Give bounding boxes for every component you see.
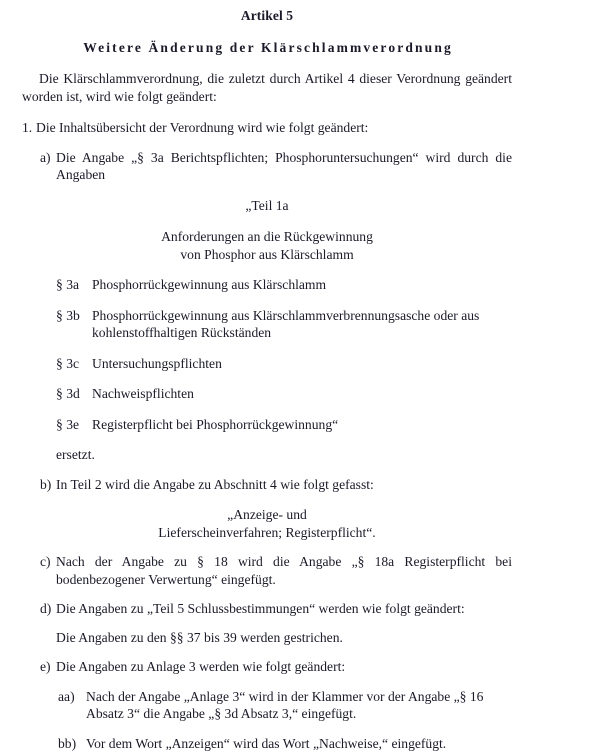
list-marker: bb) — [58, 735, 76, 752]
list-item-d — [40, 600, 512, 618]
paragraph-title: Phosphorrückgewinnung aus Klärschlammverbrennungsasche oder aus kohlenstoffhaltigen Rückständen — [92, 307, 512, 342]
paragraph-number: § 3c — [56, 355, 79, 373]
paragraph-title: Untersuchungspflichten — [92, 355, 512, 373]
list-item — [56, 355, 512, 373]
quoted-subheading-line-1: Anforderungen an die Rückgewinnung — [22, 228, 512, 246]
list-marker: d) — [40, 600, 51, 618]
paragraph-title: Phosphorrückgewinnung aus Klärschlamm — [92, 276, 512, 294]
list-item — [56, 416, 512, 434]
list-item — [56, 385, 512, 403]
list-marker: c) — [40, 553, 51, 571]
list-marker: e) — [40, 658, 51, 676]
list-item-text: Die Inhaltsübersicht der Verordnung wird wie folgt geändert: — [36, 120, 368, 135]
list-marker: aa) — [58, 688, 75, 706]
list-item-aa — [58, 688, 512, 723]
article-subtitle: Weitere Änderung der Klärschlammverordnung — [22, 40, 512, 56]
content-column — [22, 0, 512, 752]
lead-paragraph: Die Klärschlammverordnung, die zuletzt durch Artikel 4 dieser Verordnung geändert worden ist, wird wie folgt geändert: — [22, 70, 512, 105]
list-item-c — [40, 553, 512, 588]
list-item-text: Nach der Angabe „Anlage 3“ wird in der Klammer vor der Angabe „§ 16 Absatz 3“ die Angabe „§ 3d Absatz 3,“ eingefügt. — [86, 689, 483, 722]
paragraph-number: § 3b — [56, 307, 80, 325]
list-item-text: Die Angaben zu Anlage 3 werden wie folgt geändert: — [56, 658, 512, 676]
list-item-text: Die Angaben zu „Teil 5 Schlussbestimmungen“ werden wie folgt geändert: — [56, 600, 512, 618]
paragraph-title: Registerpflicht bei Phosphorrückgewinnung“ — [92, 416, 512, 434]
quoted-subheading — [22, 228, 512, 263]
list-item — [56, 276, 512, 294]
list-item-text: Die Angabe „§ 3a Berichtspflichten; Phosphoruntersuchungen“ wird durch die Angaben — [56, 149, 512, 184]
paragraph-number: § 3d — [56, 385, 80, 403]
list-item-1 — [22, 119, 512, 137]
list-item-d-subparagraph: Die Angaben zu den §§ 37 bis 39 werden gestrichen. — [56, 629, 512, 647]
list-item-text: Nach der Angabe zu § 18 wird die Angabe „§ 18a Registerpflicht bei bodenbezogener Verwertung“ eingefügt. — [56, 553, 512, 588]
quoted-line-2: Lieferscheinverfahren; Registerpflicht“. — [22, 524, 512, 542]
list-item-text: Vor dem Wort „Anzeigen“ wird das Wort „Nachweise,“ eingefügt. — [86, 736, 446, 751]
paragraph-number: § 3e — [56, 416, 79, 434]
page-title: Artikel 5 — [22, 8, 512, 24]
list-item-e — [40, 658, 512, 676]
paragraph-list — [22, 276, 512, 433]
list-item-bb — [58, 735, 512, 752]
quoted-heading-teil-1a: „Teil 1a — [22, 197, 512, 215]
paragraph-title: Nachweispflichten — [92, 385, 512, 403]
list-item-text: In Teil 2 wird die Angabe zu Abschnitt 4 wie folgt gefasst: — [56, 476, 512, 494]
list-marker: b) — [40, 476, 51, 494]
paragraph-number: § 3a — [56, 276, 79, 294]
list-item-a — [40, 149, 512, 184]
quoted-block-abschnitt-4 — [22, 506, 512, 541]
quoted-subheading-line-2: von Phosphor aus Klärschlamm — [22, 246, 512, 264]
list-item — [56, 307, 512, 342]
list-marker: 1. — [22, 119, 32, 137]
closing-text-ersetzt: ersetzt. — [56, 446, 512, 464]
quoted-line-1: „Anzeige- und — [22, 506, 512, 524]
list-marker: a) — [40, 149, 51, 167]
list-item-b — [40, 476, 512, 494]
